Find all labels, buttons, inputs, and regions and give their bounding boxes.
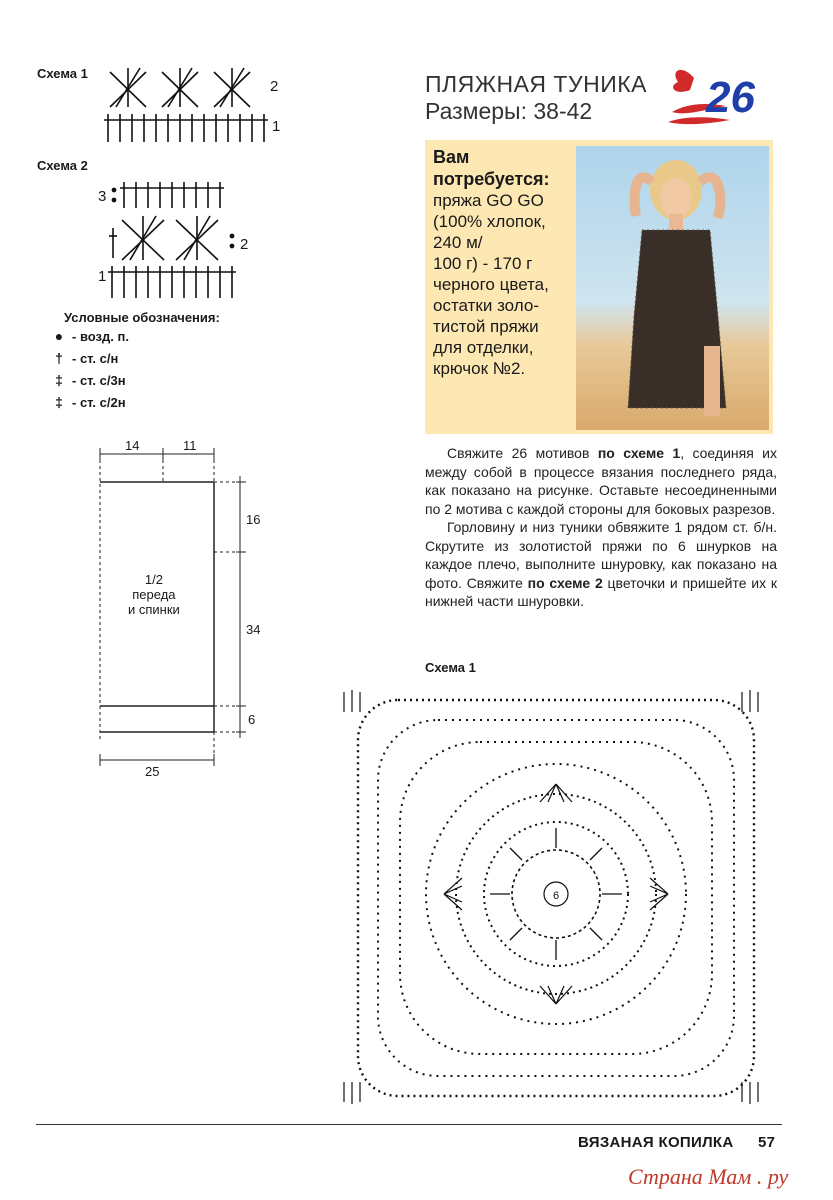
big-scheme-label: Схема 1 — [425, 660, 476, 675]
scheme1-row-1: 1 — [272, 118, 281, 135]
triple-crochet-3-icon: ‡ — [55, 372, 63, 388]
dim-top-left: 14 — [125, 438, 140, 453]
model-photo-illustration — [576, 146, 769, 430]
page-number: 57 — [758, 1134, 776, 1151]
dim-bottom: 25 — [145, 764, 160, 779]
butterfly-logo-icon — [664, 60, 784, 130]
legend-item-chain: ● - возд. п. — [52, 328, 129, 344]
scheme2-small-diagram — [108, 178, 238, 302]
dim-height-3: 6 — [248, 712, 256, 727]
instructions-p2: Горловину и низ туники обвяжите 1 рядом ст. б/н. Скрутите из золотистой пряжи по 6 шнурков на каждое плечо, выполните шнуровку, как показано на фото. Свяжите по схеме 2 цветочки и пришейте их к нижней части шнуровки. — [425, 519, 778, 609]
materials-text-block: Вам потребуется: пряжа GO GO (100% хлопок, 240 м/ 100 г) - 170 г черного цвета, остатки золо- тистой пряжи для отделки, крючок №2. — [433, 146, 573, 379]
footer-divider — [36, 1124, 782, 1125]
scheme1-small-diagram — [100, 62, 270, 146]
fan-1 — [110, 68, 146, 107]
model-photo — [576, 146, 769, 430]
dim-height-1: 16 — [246, 512, 261, 527]
watermark: Страна Мам . ру — [628, 1164, 789, 1189]
motif-diagram — [330, 672, 782, 1122]
scheme2-row-2: 2 — [240, 236, 249, 253]
triple-crochet-2-icon: ‡ — [55, 394, 63, 410]
magazine-name: ВЯЗАНАЯ КОПИЛКА — [578, 1134, 734, 1151]
sizes-label: Размеры: 38-42 — [425, 98, 593, 124]
legend-item-tr: ‡ - ст. с/2н — [52, 394, 129, 410]
scheme1-label: Схема 1 — [37, 66, 88, 81]
fan-2 — [162, 68, 198, 107]
fan-3 — [214, 68, 250, 107]
scheme2-row-1: 1 — [98, 268, 107, 285]
legend-item-dtr: ‡ - ст. с/3н — [52, 372, 129, 388]
double-crochet-icon: † — [55, 350, 63, 366]
motif-center-number: 6 — [552, 890, 560, 902]
instructions-p1: Свяжите 26 мотивов по схеме 1, соединяя их между собой в процессе вязания последнего ряда, как показано на рисунке. Оставьте несоединенными по 2 мотива с каждой стороны для боковых разрезов. — [425, 445, 777, 517]
badge-number: 26 — [706, 73, 755, 122]
scheme1-row-2: 2 — [270, 78, 279, 95]
dim-height-2: 34 — [246, 622, 261, 637]
legend-title: Условные обозначения: — [64, 310, 220, 325]
pattern-center-label: 1/2 переда и спинки — [128, 572, 180, 617]
scheme2-label: Схема 2 — [37, 158, 88, 173]
legend-item-dc: † - ст. с/н — [52, 350, 129, 366]
legend-list — [52, 328, 129, 410]
chain-stitch-icon: ● — [54, 328, 64, 344]
scheme2-row-3: 3 — [98, 188, 107, 205]
page-title: ПЛЯЖНАЯ ТУНИКА — [425, 71, 647, 97]
instructions-text — [425, 444, 777, 611]
materials-heading-1: Вам — [433, 147, 470, 167]
dim-top-right: 11 — [183, 438, 197, 453]
materials-heading-2: потребуется: — [433, 169, 550, 189]
